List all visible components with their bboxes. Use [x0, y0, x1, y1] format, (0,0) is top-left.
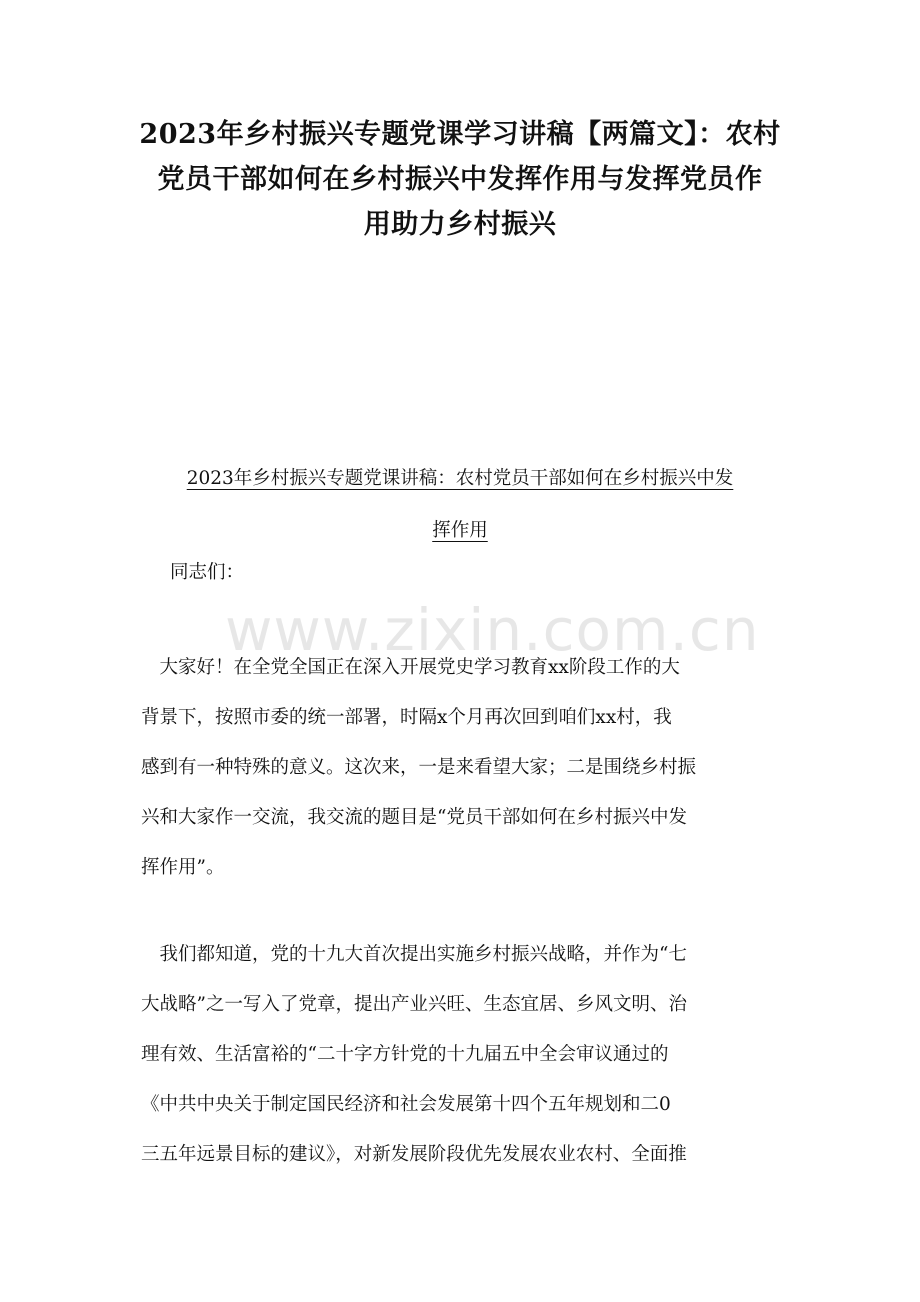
paragraph-1-line-5: 挥作用”。 — [141, 857, 225, 878]
paragraph-2 — [141, 930, 781, 1180]
section-title-line-1 — [120, 453, 800, 505]
section-title-line-2-text: 挥作用 — [432, 520, 488, 541]
section-title — [120, 453, 800, 557]
paragraph-1-line-2: 背景下，按照市委的统一部署，时隔x个月再次回到咱们xx村，我 — [141, 707, 672, 728]
section-title-line-1-text: 2023年乡村振兴专题党课讲稿：农村党员干部如何在乡村振兴中发 — [186, 468, 734, 489]
paragraph-1 — [141, 643, 781, 893]
paragraph-1-line-1: 大家好！在全党全国正在深入开展党史学习教育xx阶段工作的大 — [141, 657, 680, 678]
paragraph-1-line-4: 兴和大家作一交流，我交流的题目是“党员干部如何在乡村振兴中发 — [141, 807, 687, 828]
paragraph-2-line-4: 《中共中央关于制定国民经济和社会发展第十四个五年规划和二0 — [141, 1094, 671, 1115]
title-line-1: 2023年乡村振兴专题党课学习讲稿【两篇文】：农村 — [139, 119, 781, 150]
paragraph-1-line-3: 感到有一种特殊的意义。这次来，一是来看望大家；二是围绕乡村振 — [141, 757, 697, 778]
paragraph-2-line-1: 我们都知道，党的十九大首次提出实施乡村振兴战略，并作为“七 — [141, 944, 687, 965]
greeting: 同志们： — [170, 562, 245, 583]
title-line-2: 党员干部如何在乡村振兴中发挥作用与发挥党员作 — [157, 164, 763, 195]
title-line-3: 用助力乡村振兴 — [363, 209, 557, 240]
document-title — [110, 112, 810, 247]
paragraph-2-line-5: 三五年远景目标的建议》，对新发展阶段优先发展农业农村、全面推 — [141, 1144, 687, 1165]
paragraph-2-line-2: 大战略”之一写入了党章，提出产业兴旺、生态宜居、乡风文明、治 — [141, 994, 687, 1015]
paragraph-2-line-3: 理有效、生活富裕的“二十字方针党的十九届五中全会审议通过的 — [141, 1044, 669, 1065]
watermark: www.zixin.com.cn — [225, 596, 760, 664]
